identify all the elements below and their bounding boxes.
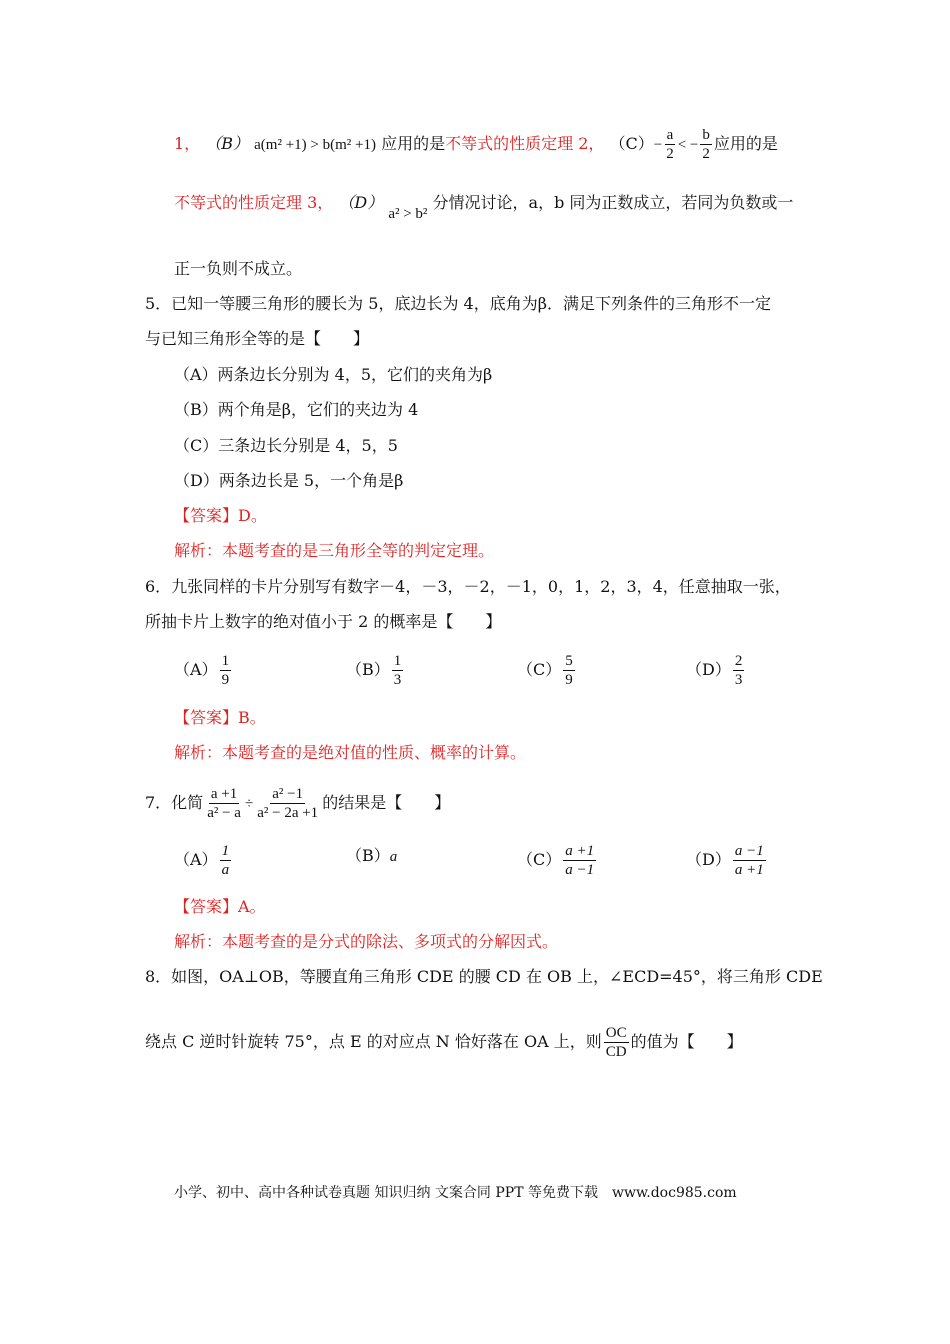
q8-stem-part-b: 的值为【 】 bbox=[630, 1032, 743, 1051]
q7-fraction-1: $\frac{a +1}{\text{a² − a}}$ bbox=[207, 786, 241, 821]
q8-stem-line1: 8．如图，OA⊥OB，等腰直角三角形 CDE 的腰 CD 在 OB 上，∠ECD=45°，将三角形 CDE bbox=[145, 967, 823, 986]
q4-option-c-lt: < − bbox=[677, 137, 699, 153]
q4-option-c-frac-a: $\frac{a}{2}$ bbox=[666, 127, 674, 162]
q4-option-b-expr: a(m² +1) > b(m² +1) bbox=[254, 137, 376, 153]
q8-stem-part-a: 绕点 C 逆时针旋转 75°，点 E 的对应点 N 恰好落在 OA 上，则 bbox=[145, 1032, 602, 1051]
q4-option-c-frac-b: $\frac{b}{2}$ bbox=[702, 127, 710, 162]
q7-suffix: 的结果是【 】 bbox=[322, 793, 451, 812]
q6-stem-line2: 所抽卡片上数字的绝对值小于 2 的概率是【 】 bbox=[145, 612, 502, 631]
q7-option-d: （D） $\frac{a -1}{a +1}$ bbox=[686, 843, 764, 878]
q5-stem-line1: 5．已知一等腰三角形的腰长为 5，底边长为 4，底角为β．满足下列条件的三角形不一定 bbox=[145, 294, 771, 313]
q8-fraction-oc-cd: $\frac{OC}{CD}$ bbox=[605, 1025, 627, 1060]
q7-answer: 【答案】A。 bbox=[174, 897, 266, 916]
q6-answer: 【答案】B。 bbox=[174, 708, 266, 727]
q6-stem-line1: 6．九张同样的卡片分别写有数字－4，－3，－2，－1，0，1，2，3，4，任意抽取一张， bbox=[145, 577, 791, 596]
q7-prefix: 7．化简 bbox=[145, 793, 204, 812]
q4-option-c-minus: − bbox=[653, 137, 663, 153]
q5-answer: 【答案】D。 bbox=[174, 506, 267, 525]
q7-option-b: （B）a bbox=[346, 846, 398, 865]
q8-stem-line2 bbox=[145, 1024, 743, 1061]
q6-analysis: 解析：本题考查的是绝对值的性质、概率的计算。 bbox=[174, 743, 527, 762]
q4-option-d-text: 分情况讨论，a，b 同为正数成立，若同为负数或一 bbox=[432, 193, 794, 212]
q7-fraction-2: $\frac{\text{a² −1}}{\text{a² − 2a +1}}$ bbox=[257, 786, 319, 821]
q5-option-d: （D）两条边长是 5，一个角是β bbox=[174, 471, 404, 490]
q4-explain-line3: 正一负则不成立。 bbox=[174, 259, 303, 278]
q6-option-d: （D） $\frac{2}{3}$ bbox=[686, 653, 743, 688]
q4-option-c-label: （C） bbox=[609, 134, 654, 153]
q5-analysis: 解析：本题考查的是三角形全等的判定定理。 bbox=[174, 541, 495, 560]
q4-num: 1， bbox=[174, 134, 201, 153]
q7-stem bbox=[145, 785, 450, 822]
q5-option-b: （B）两个角是β，它们的夹边为 4 bbox=[174, 400, 419, 419]
q6-option-b: （B） $\frac{1}{3}$ bbox=[346, 653, 402, 688]
q4-theorem3: 不等式的性质定理 3， bbox=[174, 193, 334, 212]
q6-option-a: （A） $\frac{1}{9}$ bbox=[174, 653, 230, 688]
q5-option-c: （C）三条边长分别是 4，5，5 bbox=[174, 436, 398, 455]
q6-option-c: （C） $\frac{5}{9}$ bbox=[517, 653, 573, 688]
q7-analysis: 解析：本题考查的是分式的除法、多项式的分解因式。 bbox=[174, 932, 559, 951]
q5-stem-line2: 与已知三角形全等的是【 】 bbox=[145, 329, 370, 348]
q4-explain-line1 bbox=[174, 126, 778, 163]
q4-explain-line2 bbox=[174, 192, 794, 222]
q7-option-a: （A） $\frac{1}{a}$ bbox=[174, 843, 230, 878]
q4-applied-text: 应用的是 bbox=[381, 134, 446, 153]
q5-option-a: （A）两条边长分别为 4，5，它们的夹角为β bbox=[174, 365, 493, 384]
q4-applied-text-2: 应用的是 bbox=[713, 134, 778, 153]
q4-option-d-label: （D） bbox=[338, 193, 384, 212]
q4-option-d-expr: a² > b² bbox=[388, 206, 428, 222]
q4-option-b-label: （B） bbox=[205, 134, 250, 153]
q7-divide-sign: ÷ bbox=[244, 796, 254, 812]
q4-theorem2: 不等式的性质定理 2， bbox=[445, 134, 605, 153]
page-footer: 小学、初中、高中各种试卷真题 知识归纳 文案合同 PPT 等免费下载 www.doc985.com bbox=[174, 1185, 737, 1201]
q7-option-c: （C） $\frac{a +1}{a -1}$ bbox=[517, 843, 595, 878]
